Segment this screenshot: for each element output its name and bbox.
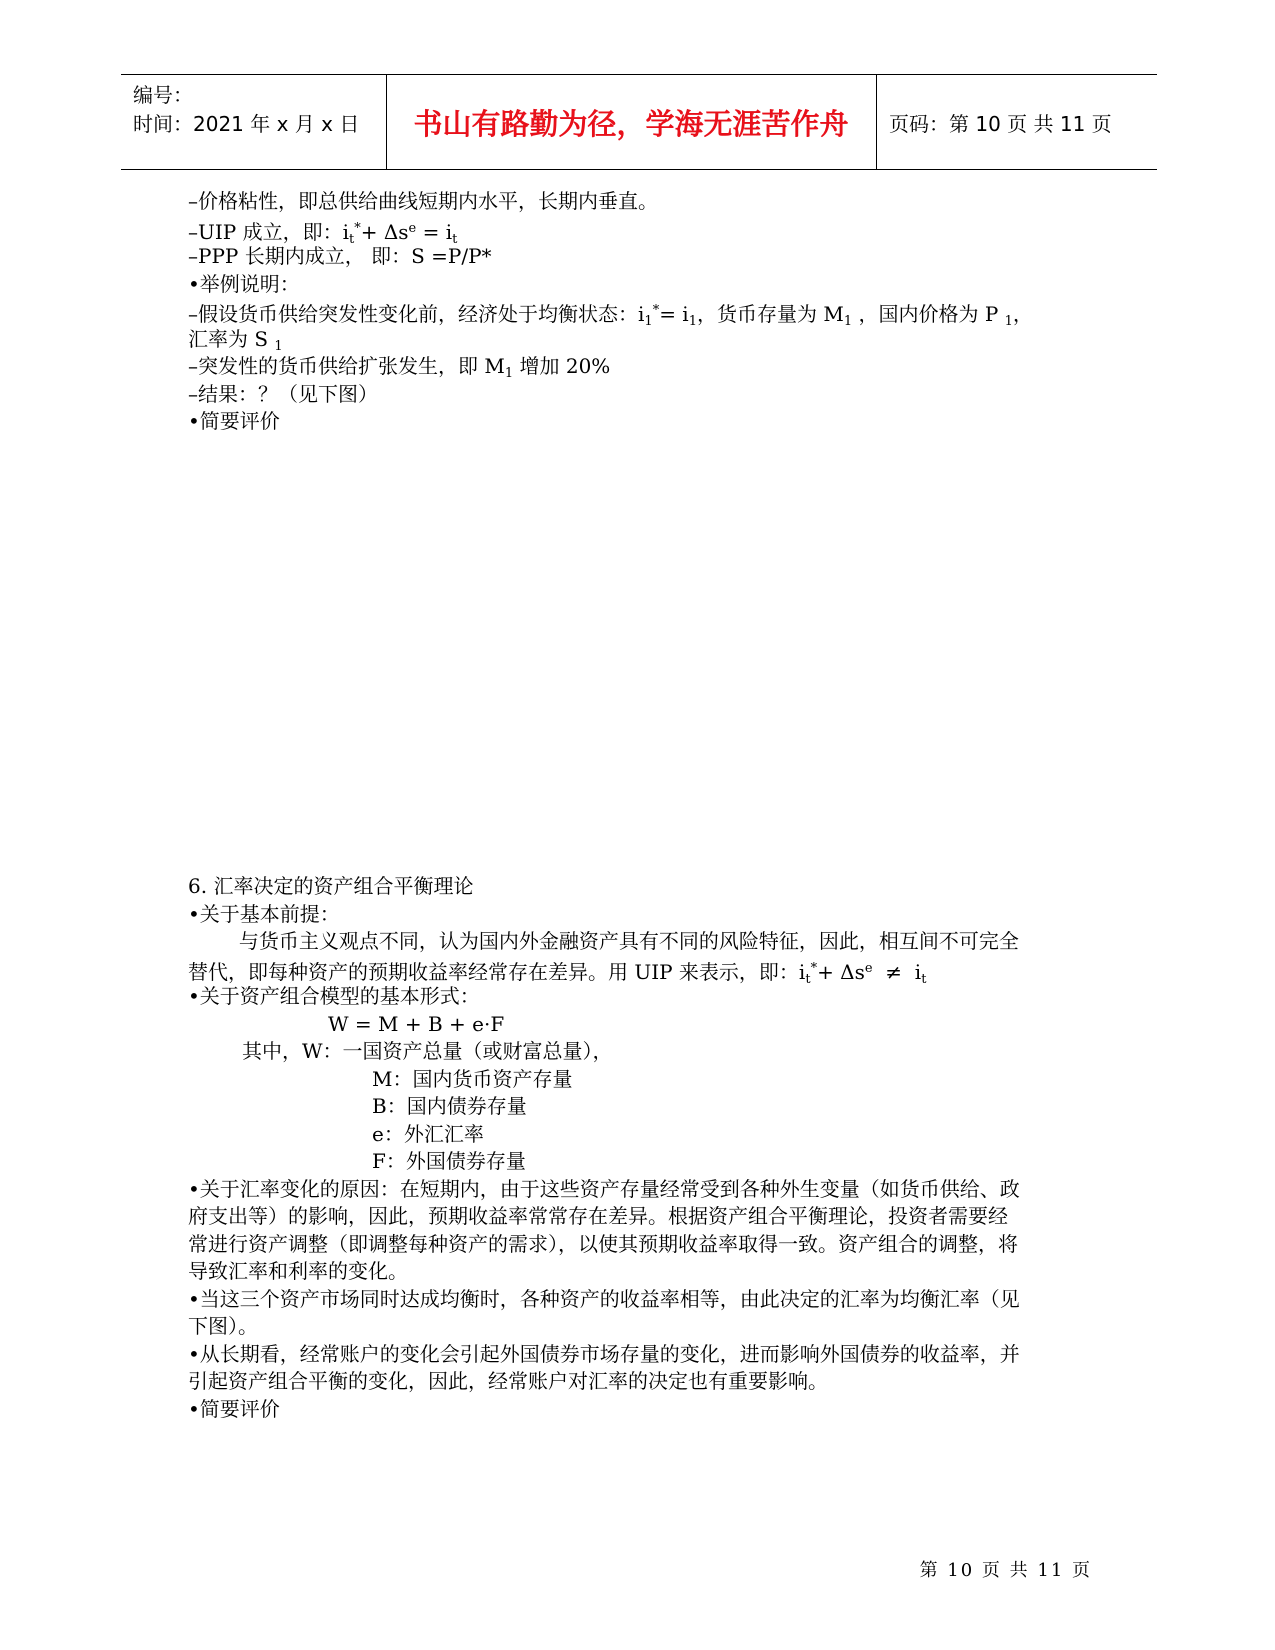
page-footer: 第 10 页 共 11 页 — [919, 1560, 1092, 1581]
text-line: 常进行资产调整（即调整每种资产的需求），以使其预期收益率取得一致。资产组合的调整，将 — [188, 1232, 1018, 1256]
motto: 书山有路勤为径，学海无涯苦作舟 — [386, 75, 877, 169]
text-line: 下图）。 — [188, 1314, 258, 1338]
text-line: e：外汇汇率 — [372, 1122, 484, 1146]
time-label: 时间：2021 年 x 月 x 日 — [133, 112, 360, 136]
text-line: –假设货币供给突发性变化前，经济处于均衡状态：$i_1^*= i_1$，货币存量为 $M_1$ ，国内价格为 P $_1$， — [188, 302, 1033, 329]
text-line: –价格粘性，即总供给曲线短期内水平，长期内垂直。 — [188, 189, 658, 213]
text-line: •当这三个资产市场同时达成均衡时，各种资产的收益率相等，由此决定的汇率为均衡汇率（见 — [188, 1287, 1020, 1311]
number-label: 编号： — [133, 83, 193, 107]
text-line: •关于资产组合模型的基本形式： — [188, 984, 480, 1008]
text-line: •关于汇率变化的原因：在短期内，由于这些资产存量经常受到各种外生变量（如货币供给、政 — [188, 1177, 1020, 1201]
text-line: –结果：？（见下图） — [188, 382, 378, 406]
page-info: 页码：第 10 页 共 11 页 — [889, 111, 1112, 136]
formula: W = M + B + e·F — [328, 1012, 505, 1036]
text-line: •举例说明： — [188, 272, 300, 296]
text-line: 府支出等）的影响，因此，预期收益率常常存在差异。根据资产组合平衡理论，投资者需要经 — [188, 1204, 1008, 1228]
text-line: –突发性的货币供给扩张发生，即 $M_1$ 增加 20% — [188, 354, 611, 381]
text-line: •简要评价 — [188, 409, 280, 433]
text-line: 与货币主义观点不同，认为国内外金融资产具有不同的风险特征，因此，相互间不可完全 — [188, 929, 1019, 953]
text-line: –UIP 成立，即：$i_t^*+ \Delta s^e = i_t$ — [188, 220, 458, 247]
header-table — [121, 74, 1157, 170]
text-line: M：国内货币资产存量 — [372, 1067, 573, 1091]
text-line: •简要评价 — [188, 1397, 280, 1421]
text-line: 汇率为 S $_1$ — [188, 327, 283, 354]
text-line: F：外国债券存量 — [372, 1149, 526, 1173]
text-line: –PPP 长期内成立， 即：S =P/P* — [188, 244, 492, 268]
text-line: B：国内债券存量 — [372, 1094, 527, 1118]
text-line: 导致汇率和利率的变化。 — [188, 1259, 408, 1283]
header-meta-cell — [121, 75, 387, 169]
text-line: •从长期看，经常账户的变化会引起外国债券市场存量的变化，进而影响外国债券的收益率，并 — [188, 1342, 1020, 1366]
text-line: 替代，即每种资产的预期收益率经常存在差异。用 UIP 来表示，即：$i_t^*+ \Delta s^e \ne i_t$ — [188, 960, 927, 987]
section-title: 6. 汇率决定的资产组合平衡理论 — [188, 874, 474, 898]
text-line: •关于基本前提： — [188, 902, 340, 926]
text-line: 引起资产组合平衡的变化，因此，经常账户对汇率的决定也有重要影响。 — [188, 1369, 828, 1393]
text-line: 其中，W：一国资产总量（或财富总量）， — [242, 1039, 613, 1063]
